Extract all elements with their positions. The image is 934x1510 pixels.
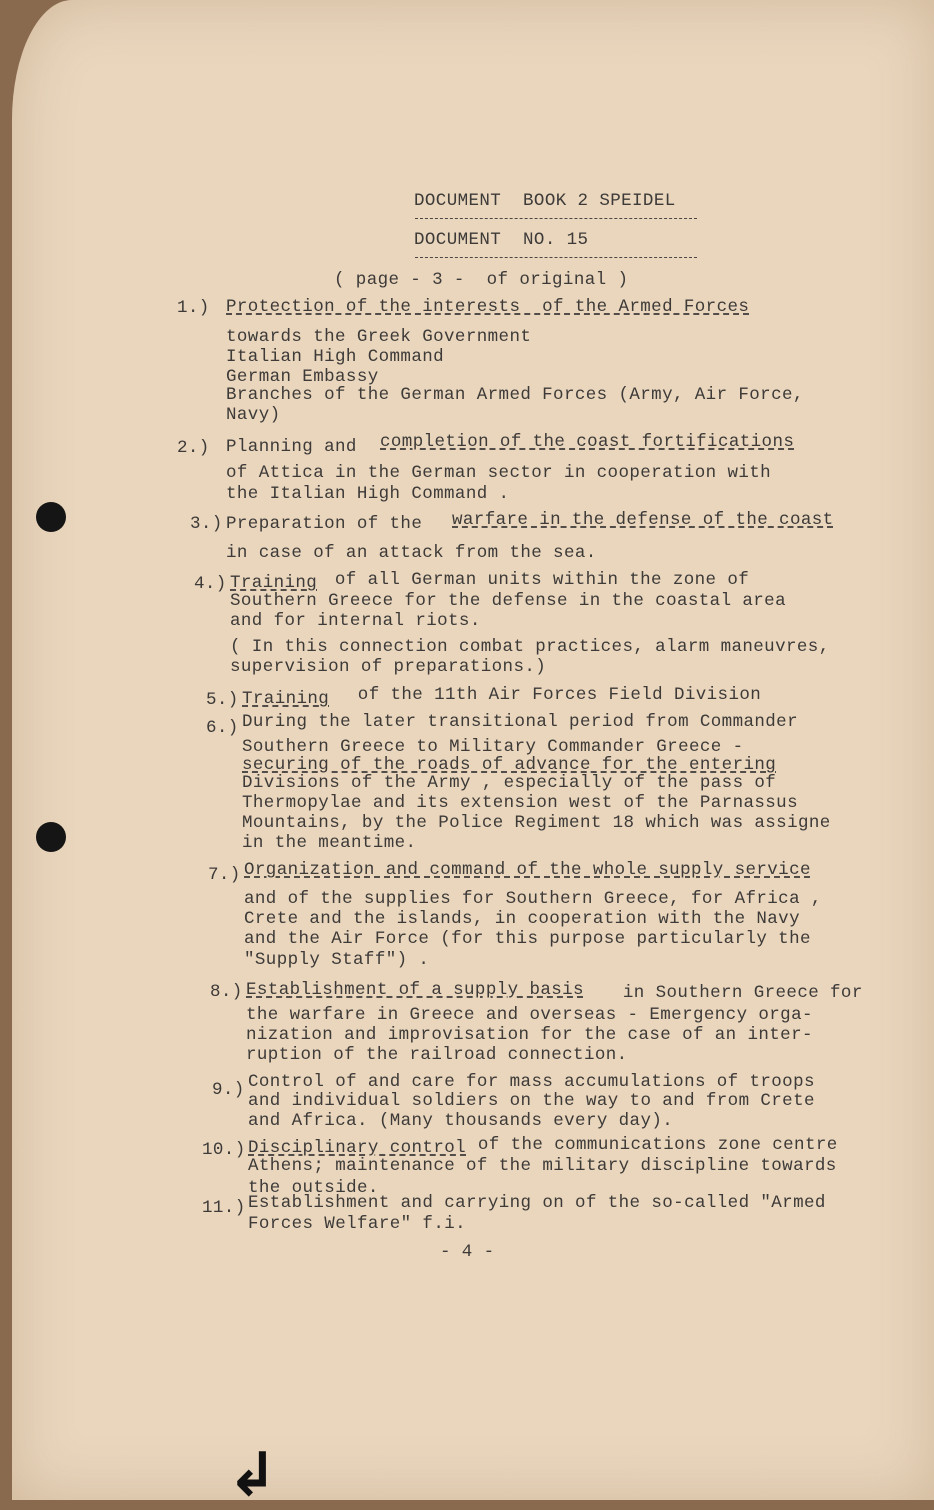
item-4-line: Southern Greece for the defense in the coastal area bbox=[230, 591, 786, 611]
item-6-line: Southern Greece to Military Commander Greece - bbox=[242, 737, 744, 757]
item-2-line: the Italian High Command . bbox=[226, 484, 510, 504]
item-4-number: 4.) bbox=[194, 574, 227, 594]
item-3-number: 3.) bbox=[190, 514, 223, 534]
item-11-number: 11.) bbox=[202, 1198, 246, 1218]
number-rule bbox=[415, 257, 697, 258]
item-7-line: Crete and the islands, in cooperation with the Navy bbox=[244, 909, 800, 929]
ink-mark: ↲ bbox=[227, 1440, 278, 1510]
item-10-heading: Disciplinary control bbox=[248, 1138, 467, 1158]
document-title: DOCUMENT BOOK 2 SPEIDEL bbox=[414, 191, 676, 211]
item-7-heading: Organization and command of the whole supply service bbox=[244, 860, 811, 880]
item-1-line: German Embassy bbox=[226, 367, 379, 387]
item-7-line: "Supply Staff") . bbox=[244, 950, 430, 970]
item-6-line: Divisions of the Army , especially of the pass of bbox=[242, 773, 777, 793]
item-4-line: and for internal riots. bbox=[230, 611, 481, 631]
item-11-heading: Establishment and carrying on of the so-called "Armed bbox=[248, 1193, 826, 1213]
item-7-number: 7.) bbox=[208, 865, 241, 885]
page-number: - 4 - bbox=[440, 1242, 495, 1262]
item-10-line: Athens; maintenance of the military discipline towards bbox=[248, 1156, 837, 1176]
item-6-line: securing of the roads of advance for the entering bbox=[242, 755, 777, 775]
item-6-line: Thermopylae and its extension west of the Parnassus bbox=[242, 793, 798, 813]
item-5-heading: Training bbox=[242, 689, 330, 709]
item-8-number: 8.) bbox=[210, 982, 243, 1002]
item-5-heading-rest: of the 11th Air Forces Field Division bbox=[336, 685, 762, 705]
item-6-line: in the meantime. bbox=[242, 833, 417, 853]
item-2-number: 2.) bbox=[177, 438, 210, 458]
item-8-line: ruption of the railroad connection. bbox=[246, 1045, 628, 1065]
item-9-line: and individual soldiers on the way to and from Crete bbox=[248, 1091, 815, 1111]
item-3-heading-lead: Preparation of the bbox=[226, 514, 434, 534]
item-4-heading-rest: of all German units within the zone of bbox=[324, 570, 750, 590]
document-page bbox=[12, 0, 934, 1510]
punch-hole-top bbox=[36, 502, 66, 532]
item-6-number: 6.) bbox=[206, 718, 239, 738]
item-8-line: nization and improvisation for the case of an inter- bbox=[246, 1025, 813, 1045]
item-4-line: supervision of preparations.) bbox=[230, 657, 547, 677]
page-note: ( page - 3 - of original ) bbox=[334, 270, 629, 290]
title-rule bbox=[415, 218, 697, 219]
item-1-number: 1.) bbox=[177, 298, 210, 318]
item-5-number: 5.) bbox=[206, 690, 239, 710]
item-9-line: and Africa. (Many thousands every day). bbox=[248, 1111, 674, 1131]
item-4-line: ( In this connection combat practices, alarm maneuvres, bbox=[230, 637, 830, 657]
punch-hole-bottom bbox=[36, 822, 66, 852]
item-1-heading: Protection of the interests of the Armed Forces bbox=[226, 297, 750, 317]
item-9-number: 9.) bbox=[212, 1080, 245, 1100]
item-6-heading: During the later transitional period from Commander bbox=[242, 712, 798, 732]
item-10-number: 10.) bbox=[202, 1140, 246, 1160]
item-3-line: in case of an attack from the sea. bbox=[226, 543, 597, 563]
item-1-line: Italian High Command bbox=[226, 347, 445, 367]
item-3-heading: warfare in the defense of the coast bbox=[452, 510, 834, 530]
item-4-heading: Training bbox=[230, 573, 318, 593]
item-8-heading-rest: in Southern Greece for bbox=[612, 983, 863, 1003]
item-11-line: Forces Welfare" f.i. bbox=[248, 1214, 467, 1234]
item-1-line: towards the Greek Government bbox=[226, 327, 532, 347]
document-number: DOCUMENT NO. 15 bbox=[414, 230, 589, 250]
item-6-line: Mountains, by the Police Regiment 18 which was assigne bbox=[242, 813, 831, 833]
item-2-heading-lead: Planning and bbox=[226, 437, 368, 457]
item-1-line: Navy) bbox=[226, 405, 281, 425]
item-2-line: of Attica in the German sector in cooperation with bbox=[226, 463, 772, 483]
item-2-heading: completion of the coast fortifications bbox=[380, 432, 795, 452]
item-10-heading-rest: of the communications zone centre bbox=[467, 1135, 838, 1155]
item-8-line: the warfare in Greece and overseas - Emergency orga- bbox=[246, 1005, 813, 1025]
item-7-line: and of the supplies for Southern Greece, for Africa , bbox=[244, 889, 822, 909]
item-1-line: Branches of the German Armed Forces (Army, Air Force, bbox=[226, 385, 804, 405]
item-8-heading: Establishment of a supply basis bbox=[246, 980, 584, 1000]
item-7-line: and the Air Force (for this purpose particularly the bbox=[244, 929, 811, 949]
item-9-heading: Control of and care for mass accumulations of troops bbox=[248, 1072, 815, 1092]
item-10-line: the outside. bbox=[248, 1178, 379, 1198]
